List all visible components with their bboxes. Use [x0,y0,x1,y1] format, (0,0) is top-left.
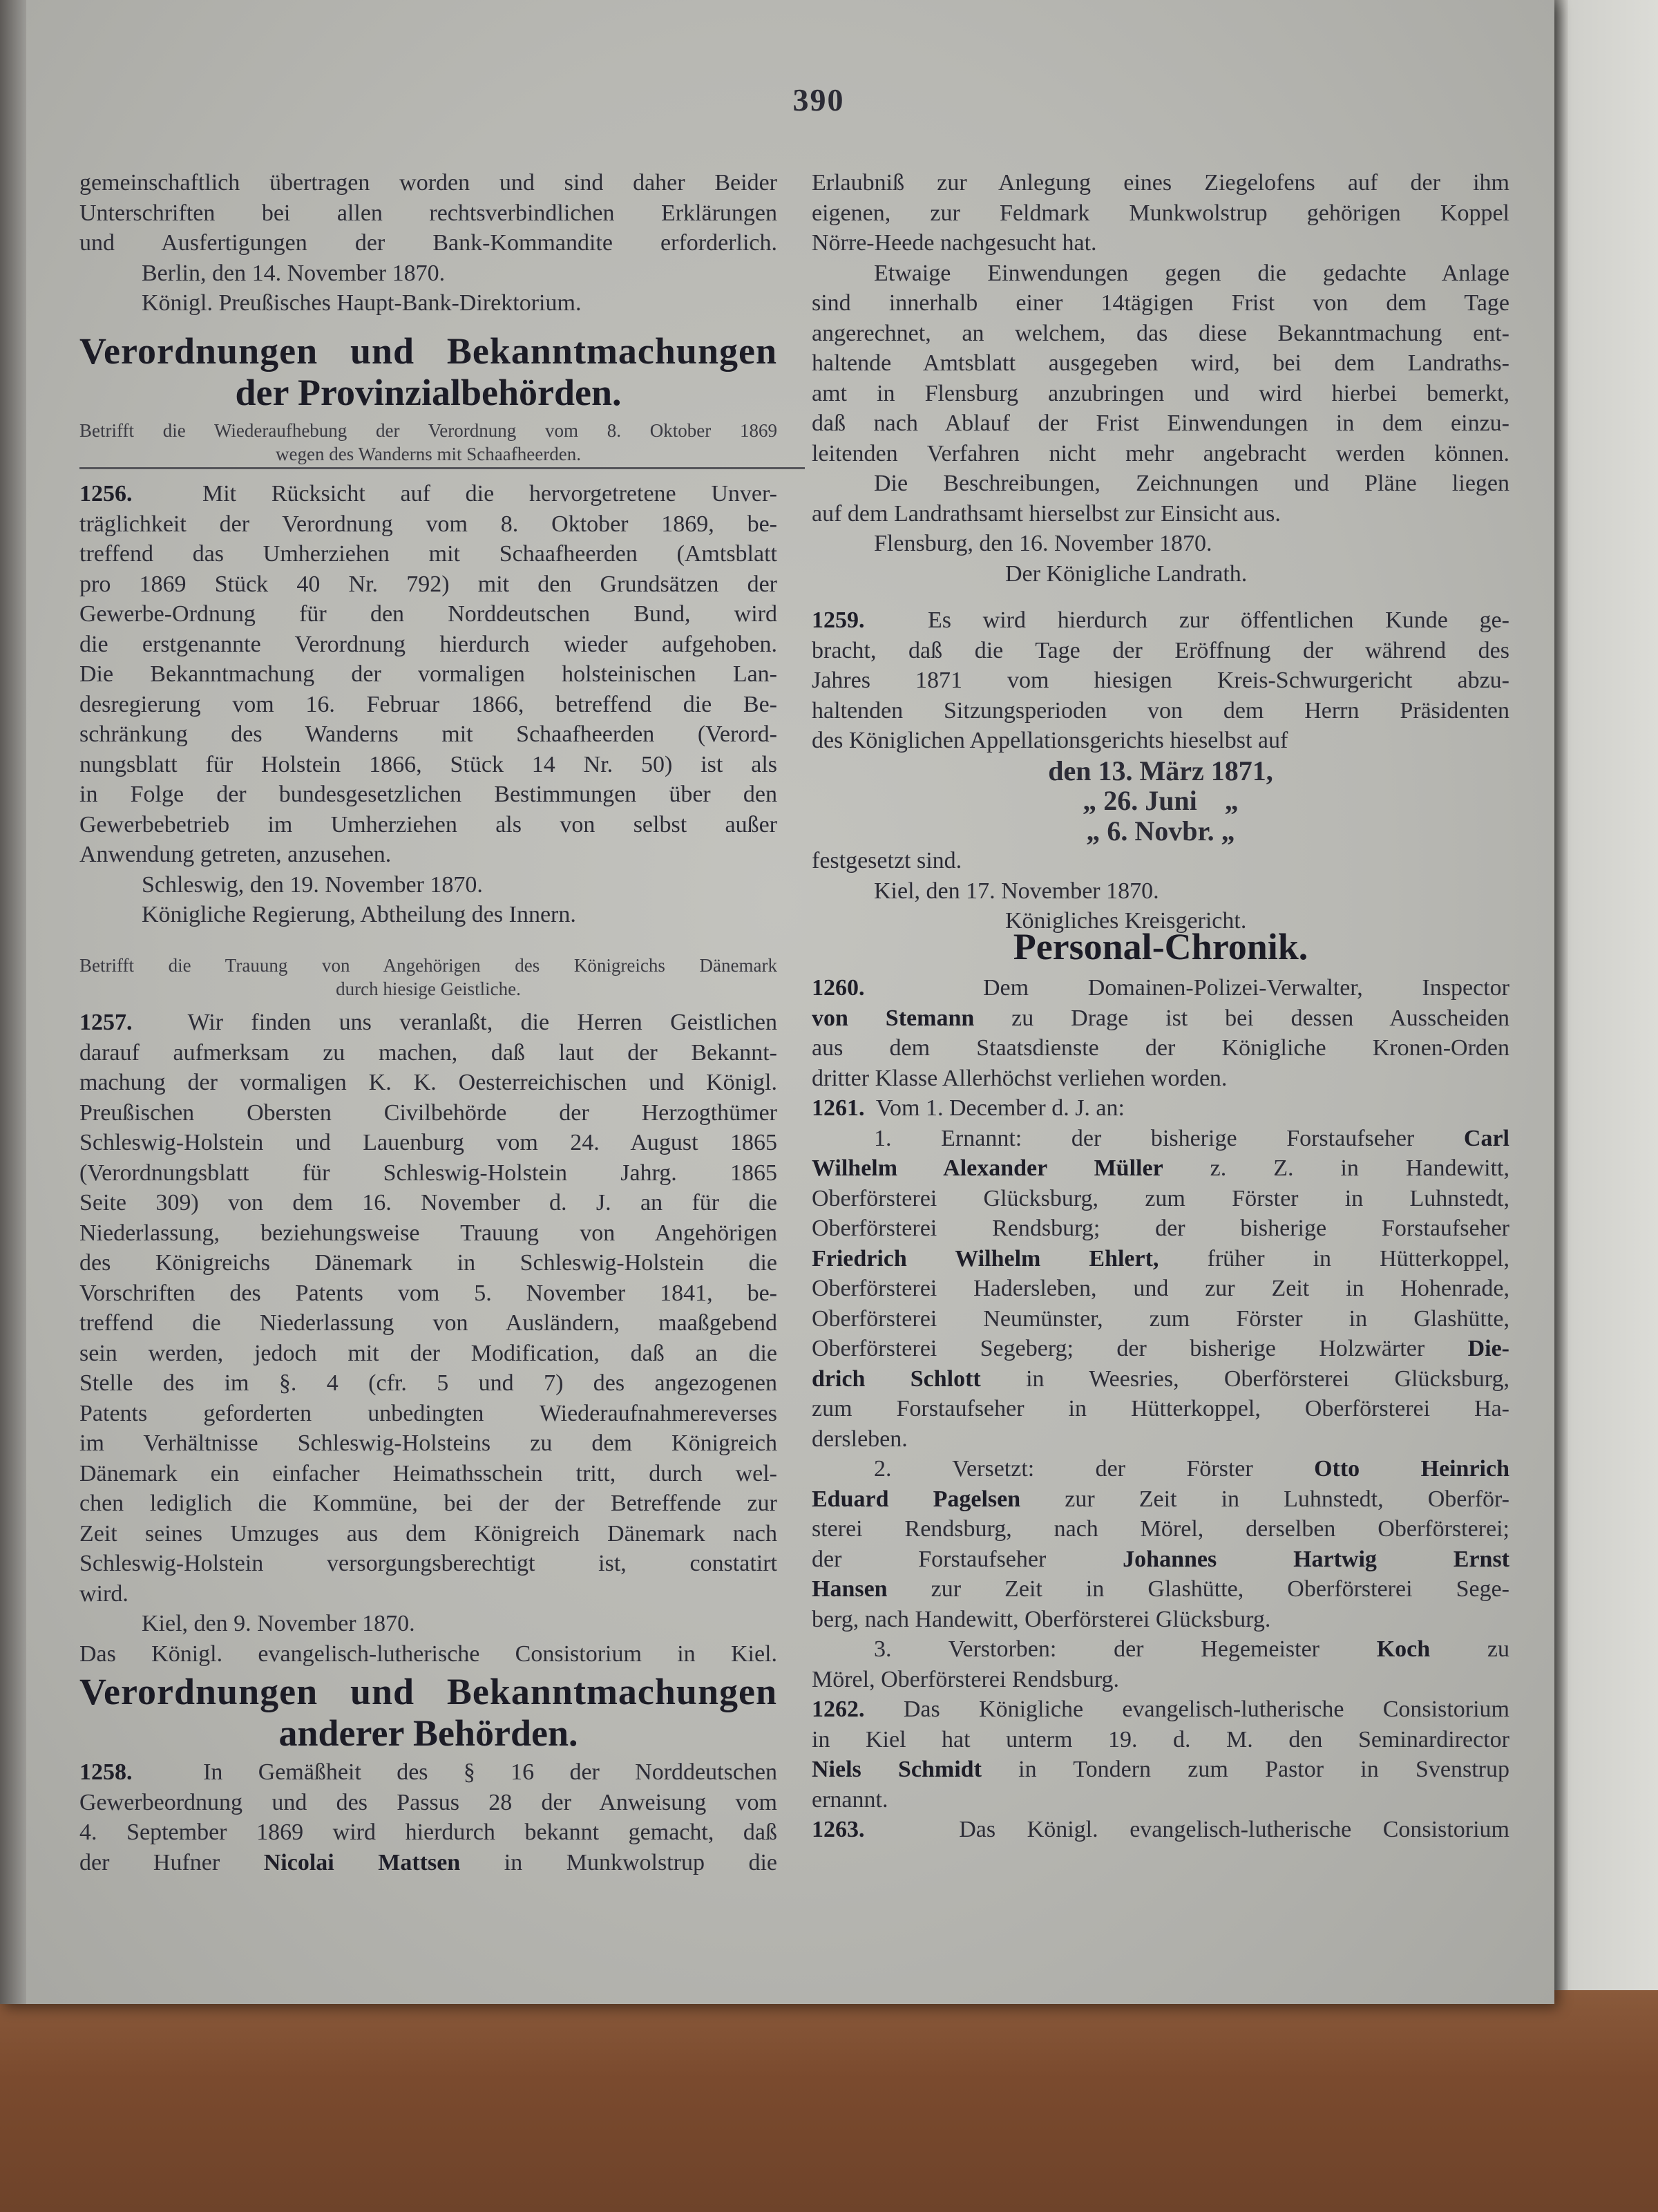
text-segment: (Verordnungsblatt für Schleswig-Holstein Jahrg. 1865 [79,1160,777,1186]
text-line [812,756,1509,786]
text-line [812,1665,1509,1695]
text-segment: amt in Flensburg anzubringen und wird hierbei bemerkt, [812,380,1509,406]
bold-text-segment: 1256. [79,481,133,507]
table-surface [0,1990,1658,2212]
text-line [812,1514,1509,1544]
bold-text-segment: Otto Heinrich [1314,1456,1509,1482]
text-line [812,1454,1509,1484]
text-line [812,1815,1509,1845]
bold-text-segment: 1263. [812,1817,865,1842]
text-line [79,372,777,413]
text-line [79,1008,777,1038]
text-segment: Oberförsterei Segeberg; der bisherige Holzwärter [812,1336,1468,1361]
bold-text-segment: Carl [1463,1125,1509,1151]
text-segment: Mit Rücksicht auf die hervorgetretene Unver- [132,481,777,507]
text-line [79,1549,777,1579]
text-segment: Die Beschreibungen, Zeichnungen und Pläne liegen [874,471,1509,496]
text-line [812,1213,1509,1244]
text-segment: „ 26. Juni „ [1083,785,1239,816]
text-segment: Vom 1. December d. J. an: [864,1095,1125,1121]
text-line [812,846,1509,876]
text-segment: treffend das Umherziehen mit Schaafheerden (Amtsblatt [79,541,777,567]
text-segment: der Hufner [79,1849,264,1875]
text-line [79,1128,777,1158]
text-line [79,810,777,840]
text-line [812,636,1509,666]
text-segment: Gewerbe-Ordnung für den Norddeutschen Bund, wird [79,601,777,627]
text-segment: Unterschriften bei allen rechtsverbindlichen Erklärungen [79,200,777,226]
text-line [79,1712,777,1754]
text-line [812,439,1509,469]
text-line [79,1428,777,1459]
text-line [812,1574,1509,1605]
text-line [812,1364,1509,1395]
text-line [812,1785,1509,1815]
text-segment: pro 1869 Stück 40 Nr. 792) mit den Grundsätzen der [79,571,777,597]
text-segment: Das Königliche evangelisch-lutherische Consistorium [864,1696,1509,1722]
text-line [79,719,777,750]
text-segment: daß nach Ablauf der Frist Einwendungen in dem einzu- [812,410,1509,436]
text-segment: träglichkeit der Verordnung vom 8. Oktober 1869, be- [79,511,777,537]
section-heading [79,1671,777,1754]
text-line [812,348,1509,379]
text-segment: Oberförsterei Neumünster, zum Förster in Glashütte, [812,1305,1509,1332]
text-segment: darauf aufmerksam zu machen, daß laut der Bekannt- [79,1039,777,1066]
text-segment: nungsblatt für Holstein 1866, Stück 14 Nr. 50) ist als [79,751,777,777]
text-segment: Königliches Kreisgericht. [1005,908,1247,934]
text-segment: haltenden Sitzungsperioden von dem Herrn Präsidenten [812,697,1509,724]
text-line [812,665,1509,696]
text-segment: Es wird hierdurch zur öffentlichen Kunde ge- [864,607,1509,633]
text-line [812,1244,1509,1274]
text-segment: der Forstaufseher [812,1546,1123,1572]
bold-text-segment: 1258. [79,1759,133,1785]
text-segment: schränkung des Wanderns mit Schaafheerden (Verord- [79,721,777,747]
text-segment: sind innerhalb einer 14tägigen Frist von dem Tage [812,290,1509,316]
text-line [79,1848,777,1878]
text-segment: berg, nach Handewitt, Oberförsterei Glücksburg. [812,1606,1271,1632]
text-line [79,539,777,569]
text-line [79,1339,777,1369]
text-line [79,419,777,442]
text-segment: Oberförsterei Rendsburg; der bisherige Forstaufseher [812,1216,1509,1241]
text-segment: Jahres 1871 vom hiesigen Kreis-Schwurgericht abzu- [812,668,1509,693]
text-line [812,168,1509,198]
text-line [79,1757,777,1788]
text-segment: Königliche Regierung, Abtheilung des Innern. [142,902,576,927]
text-segment: wegen des Wanderns mit Schaafheerden. [276,444,581,464]
text-line [79,1459,777,1489]
text-line [79,1488,777,1519]
text-line [812,1003,1509,1034]
text-line [812,926,1509,967]
text-line [812,379,1509,409]
text-segment: zum Forstaufseher in Hütterkoppel, Oberförsterei Ha- [812,1396,1509,1421]
bold-text-segment: Eduard Pagelsen [812,1486,1021,1512]
text-segment: sterei Rendsburg, nach Mörel, derselben Oberförsterei; [812,1516,1509,1542]
text-block [79,1008,777,1669]
text-segment: gemeinschaftlich übertragen worden und sind daher Beider [79,170,777,196]
text-line [79,479,777,509]
page-number: 390 [792,82,845,117]
text-segment: im Verhältnisse Schleswig-Holsteins zu dem Königreich [79,1430,777,1456]
text-segment: 3. Verstorben: der Hegemeister [874,1636,1377,1662]
text-segment: ernannt. [812,1786,888,1813]
text-line [79,1519,777,1549]
text-line [812,726,1509,756]
text-segment: „ 6. Novbr. „ [1086,815,1235,847]
text-segment: aus dem Staatsdienste der Königliche Kronen-Orden [812,1035,1509,1061]
text-line [812,228,1509,258]
text-segment: chen lediglich die Kommüne, bei der der Betreffende zur [79,1491,777,1516]
text-line [812,1694,1509,1725]
text-line [79,569,777,600]
text-line [79,1248,777,1278]
text-line [79,509,777,540]
bold-text-segment: Friedrich Wilhelm Ehlert, [812,1245,1159,1272]
bold-text-segment: von Stemann [812,1005,975,1031]
text-block [79,168,777,319]
text-segment: zur Zeit in Glashütte, Oberförsterei Sege- [887,1576,1509,1602]
text-line [812,1334,1509,1364]
bold-text-segment: 1262. [812,1696,865,1722]
text-line [812,786,1509,816]
text-line [79,1098,777,1128]
text-line [812,1064,1509,1094]
text-line [79,1218,777,1249]
text-line [812,1304,1509,1334]
text-line [79,1308,777,1339]
text-line [79,1817,777,1848]
text-segment: Nörre-Heede nachgesucht hat. [812,230,1097,256]
text-line [812,1184,1509,1214]
text-segment: Das Königl. evangelisch-lutherische Consistorium [864,1817,1509,1842]
text-line [812,529,1509,559]
subject-note [79,954,777,1001]
bold-text-segment: Koch [1376,1636,1431,1662]
text-segment: Kiel, den 9. November 1870. [142,1611,415,1636]
bold-text-segment: 1257. [79,1010,133,1035]
subject-note [79,419,777,466]
text-line [812,1634,1509,1665]
text-line [79,1639,777,1670]
text-segment: sein werden, jedoch mit der Modification, daß an die [79,1340,777,1366]
bold-text-segment: Die- [1467,1336,1509,1361]
text-segment: Betrifft die Wiederaufhebung der Verordnung vom 8. Oktober 1869 [79,420,777,441]
text-segment: Berlin, den 14. November 1870. [142,260,446,286]
text-segment: des Königlichen Appellationsgerichts hieselbst auf [812,728,1288,753]
bold-text-segment: Hansen [812,1576,888,1602]
facing-page-edge [1567,0,1658,1990]
text-line [79,1158,777,1189]
text-line [79,954,777,977]
text-line [812,1544,1509,1575]
text-segment: Niederlassung, beziehungsweise Trauung von Angehörigen [79,1220,777,1246]
text-segment: Personal-Chronik. [1013,926,1308,967]
text-segment: festgesetzt sind. [812,848,962,873]
text-segment: Schleswig, den 19. November 1870. [142,871,483,898]
text-line [812,696,1509,726]
text-line [812,319,1509,349]
text-line [79,599,777,630]
text-segment: des Königreichs Dänemark in Schleswig-Holstein die [79,1250,777,1276]
text-segment: Kiel, den 17. November 1870. [874,878,1159,904]
text-segment: Oberförsterei Hadersleben, und zur Zeit in Hohenrade, [812,1276,1509,1301]
text-segment: früher in Hütterkoppel, [1159,1245,1510,1272]
text-segment: die erstgenannte Verordnung hierdurch wieder aufgehoben. [79,631,777,657]
text-line [812,559,1509,589]
text-line [812,1274,1509,1304]
text-segment: desregierung vom 16. Februar 1866, betreffend die Be- [79,691,777,717]
text-line [812,1424,1509,1455]
text-line [812,198,1509,229]
text-segment: der Provinzialbehörden. [235,372,622,413]
text-segment: Vorschriften des Patents vom 5. November 1841, be- [79,1280,777,1306]
text-segment: dersleben. [812,1426,908,1452]
text-line [79,1399,777,1429]
text-segment: in Tondern zum Pastor in Svenstrup [981,1757,1509,1782]
bold-text-segment: 1260. [812,975,865,1001]
text-line [79,442,777,466]
text-segment: Dänemark ein einfacher Heimathsschein tritt, durch wel- [79,1460,777,1486]
text-segment: zu [1430,1636,1510,1662]
text-line [79,779,777,810]
text-segment: dritter Klasse Allerhöchst verliehen worden. [812,1065,1228,1091]
text-block [812,168,1509,589]
bold-text-segment: 1259. [812,607,865,633]
text-segment: Stelle des im §. 4 (cfr. 5 und 7) des angezogenen [79,1370,777,1396]
text-segment: in Kiel hat unterm 19. d. M. den Seminardirector [812,1726,1509,1752]
text-line [812,605,1509,636]
text-line [812,1124,1509,1154]
text-segment: Oberförsterei Glücksburg, zum Förster in Luhnstedt, [812,1185,1509,1211]
text-segment: durch hiesige Geistliche. [336,979,521,999]
text-segment: Wir finden uns veranlaßt, die Herren Geistlichen [132,1010,777,1035]
text-line [79,1671,777,1712]
text-segment: 2. Versetzt: der Förster [874,1456,1315,1482]
page-left-edge [0,0,26,2004]
text-line [79,198,777,229]
text-segment: in Weesries, Oberförsterei Glücksburg, [980,1365,1509,1392]
text-line [79,750,777,780]
text-line [812,1093,1509,1124]
text-segment: In Gemäßheit des § 16 der Norddeutschen [132,1759,777,1785]
text-segment: Erlaubniß zur Anlegung eines Ziegelofens auf der ihm [812,170,1509,196]
text-segment: 1. Ernannt: der bisherige Forstaufseher [874,1125,1464,1151]
text-line [79,900,777,930]
text-line [79,690,777,720]
text-segment: 4. September 1869 wird hierdurch bekannt gemacht, daß [79,1819,777,1845]
text-line [812,288,1509,319]
text-line [79,1068,777,1098]
text-segment: leitenden Verfahren nicht mehr angebracht werden können. [812,440,1509,466]
text-segment: Etwaige Einwendungen gegen die gedachte Anlage [874,260,1509,286]
section-heading [812,926,1509,967]
bold-text-segment: Wilhelm Alexander Müller [812,1155,1163,1181]
text-segment: und Ausfertigungen der Bank-Kommandite erforderlich. [79,230,777,256]
text-line [812,1394,1509,1424]
text-line [79,840,777,870]
text-segment: zu Drage ist bei dessen Ausscheiden [974,1005,1509,1031]
text-line [812,1605,1509,1635]
section-rule [79,467,805,469]
bold-text-segment: 1261. [812,1095,865,1121]
text-segment: Schleswig-Holstein versorgungsberechtigt ist, constatirt [79,1551,777,1576]
text-line [79,288,777,319]
bold-text-segment: Nicolai Mattsen [263,1849,461,1875]
text-line [79,870,777,900]
text-line [812,469,1509,499]
text-segment: Betrifft die Trauung von Angehörigen des Königreichs Dänemark [79,955,777,976]
text-segment: Königl. Preußisches Haupt-Bank-Direktorium. [142,290,582,316]
text-line [812,499,1509,529]
text-segment: Das Königl. evangelisch-lutherische Consistorium in Kiel. [79,1641,777,1667]
text-block [79,479,777,930]
text-segment: Gewerbeordnung und des Passus 28 der Anweisung vom [79,1789,777,1815]
text-segment: Der Königliche Landrath. [1005,560,1248,587]
text-line [812,1725,1509,1755]
text-line [812,1033,1509,1064]
text-line [79,258,777,289]
text-line [79,1579,777,1609]
text-line [79,977,777,1001]
text-segment: haltende Amtsblatt ausgegeben wird, bei dem Landraths- [812,350,1509,376]
bold-text-segment: Johannes Hartwig Ernst [1123,1546,1509,1572]
text-segment: wird. [79,1580,128,1607]
text-segment: in Munkwolstrup die [460,1849,778,1875]
text-segment: Verordnungen und Bekanntmachungen [79,330,777,372]
text-line [79,1278,777,1309]
text-segment: den 13. März 1871, [1048,755,1273,786]
text-segment: bracht, daß die Tage der Eröffnung der während des [812,637,1509,663]
text-segment: Mörel, Oberförsterei Rendsburg. [812,1666,1120,1692]
text-line [812,973,1509,1003]
text-segment: auf dem Landrathsamt hierselbst zur Einsicht aus. [812,500,1281,527]
text-block [812,973,1509,1845]
text-segment: Seite 309) von dem 16. November d. J. an für die [79,1190,777,1216]
text-segment: Die Bekanntmachung der vormaligen holsteinischen Lan- [79,661,777,687]
text-segment: z. Z. in Handewitt, [1163,1155,1509,1181]
text-line [79,1368,777,1399]
bold-text-segment: Niels Schmidt [812,1757,982,1782]
text-line [812,816,1509,847]
text-block [79,1757,777,1878]
text-line [812,1153,1509,1184]
text-segment: Verordnungen und Bekanntmachungen [79,1671,777,1712]
text-line [79,1188,777,1218]
text-segment: machung der vormaligen K. K. Oesterreichischen und Königl. [79,1070,777,1095]
text-segment: eigenen, zur Feldmark Munkwolstrup gehörigen Koppel [812,200,1509,226]
text-segment: treffend die Niederlassung von Ausländern, maaßgebend [79,1310,777,1336]
text-line [79,168,777,198]
text-line [79,1609,777,1639]
text-block [812,605,1509,936]
text-line [79,630,777,660]
text-line [79,1788,777,1818]
text-segment: angerechnet, an welchem, das diese Bekanntmachung ent- [812,320,1509,346]
text-line [79,1038,777,1068]
text-line [812,1755,1509,1785]
text-line [812,258,1509,289]
text-segment: Patents geforderten unbedingten Wiederaufnahmereverses [79,1400,777,1426]
text-segment: anderer Behörden. [278,1712,578,1754]
text-segment: Preußischen Obersten Civilbehörde der Herzogthümer [79,1099,777,1126]
text-line [812,408,1509,439]
text-segment: Zeit seines Umzuges aus dem Königreich Dänemark nach [79,1520,777,1547]
text-line [79,659,777,690]
text-segment: Anwendung getreten, anzusehen. [79,842,392,867]
text-segment: Gewerbebetrieb im Umherziehen als von selbst außer [79,811,777,838]
bold-text-segment: drich Schlott [812,1365,981,1392]
section-heading [79,330,777,413]
text-segment: Schleswig-Holstein und Lauenburg vom 24. August 1865 [79,1130,777,1155]
text-segment: Dem Domainen-Polizei-Verwalter, Inspector [864,975,1509,1001]
text-line [812,876,1509,907]
text-line [812,1484,1509,1515]
text-line [79,330,777,372]
text-segment: zur Zeit in Luhnstedt, Oberför- [1020,1486,1509,1512]
text-segment: Flensburg, den 16. November 1870. [874,531,1212,556]
text-segment: in Folge der bundesgesetzlichen Bestimmungen über den [79,782,777,807]
text-line [79,228,777,258]
